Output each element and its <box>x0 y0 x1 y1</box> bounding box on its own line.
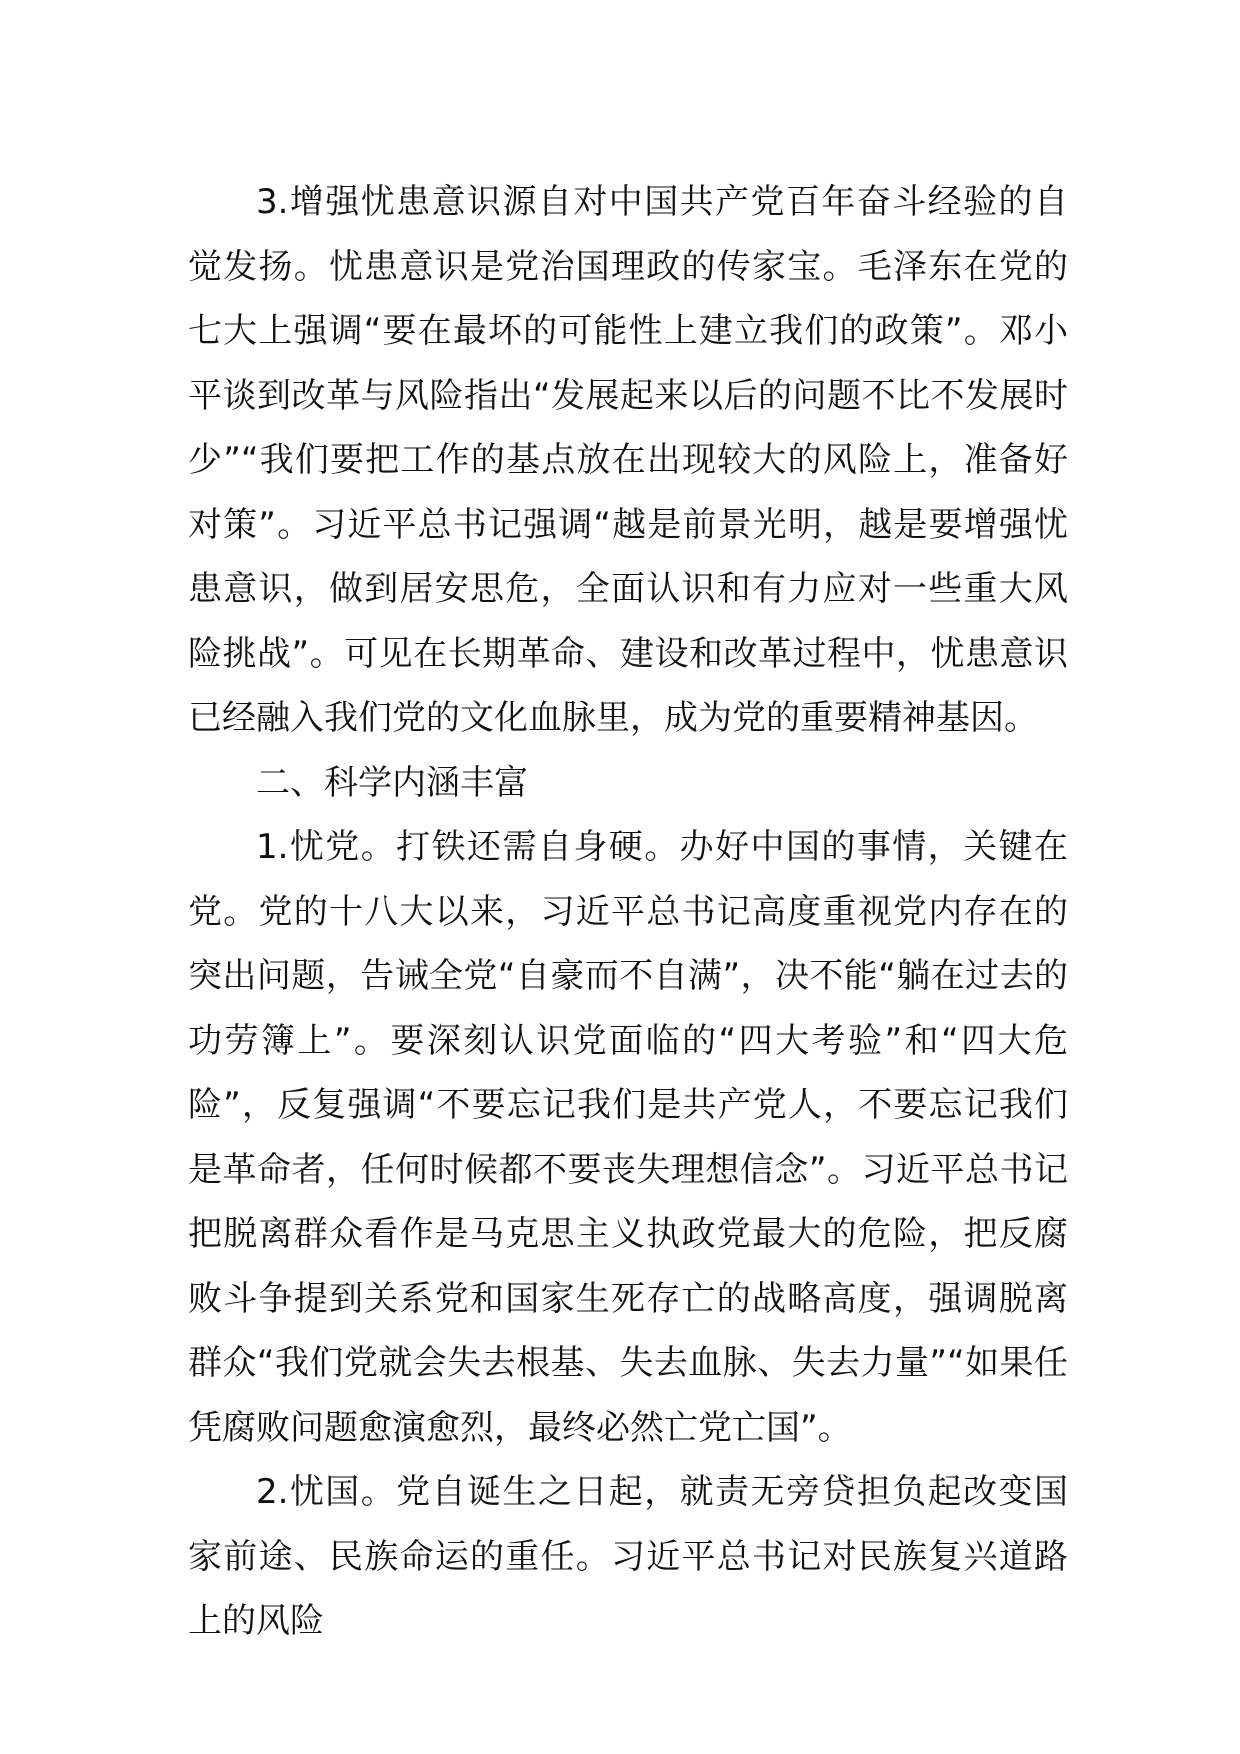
paragraph-3-worry-awareness-origin: 3.增强忧患意识源自对中国共产党百年奋斗经验的自觉发扬。忧患意识是党治国理政的传家宝。毛泽东在党的七大上强调“要在最坏的可能性上建立我们的政策”。邓小平谈到改革与风险指出“发展起来以后的问题不比不发展时少”“我们要把工作的基点放在出现较大的风险上，准备好对策”。习近平总书记强调“越是前景光明，越是要增强忧患意识，做到居安思危，全面认识和有力应对一些重大风险挑战”。可见在长期革命、建设和改革过程中，忧患意识已经融入我们党的文化血脉里，成为党的重要精神基因。 <box>188 182 1068 738</box>
document-body <box>188 170 1068 1654</box>
section-heading-scientific-connotation: 二、科学内涵丰富 <box>256 762 528 803</box>
paragraph-2-worry-for-country: 2.忧国。党自诞生之日起，就责无旁贷担负起改变国家前途、民族命运的重任。习近平总书记对民族复兴道路上的风险 <box>188 1472 1068 1641</box>
paragraph-1-worry-for-party: 1.忧党。打铁还需自身硬。办好中国的事情，关键在党。党的十八大以来，习近平总书记高度重视党内存在的突出问题，告诫全党“自豪而不自满”，决不能“躺在过去的功劳簿上”。要深刻认识党面临的“四大考验”和“四大危险”，反复强调“不要忘记我们是共产党人，不要忘记我们是革命者，任何时候都不要丧失理想信念”。习近平总书记把脱离群众看作是马克思主义执政党最大的危险，把反腐败斗争提到关系党和国家生死存亡的战略高度，强调脱离群众“我们党就会失去根基、失去血脉、失去力量”“如果任凭腐败问题愈演愈烈，最终必然亡党亡国”。 <box>188 827 1068 1448</box>
